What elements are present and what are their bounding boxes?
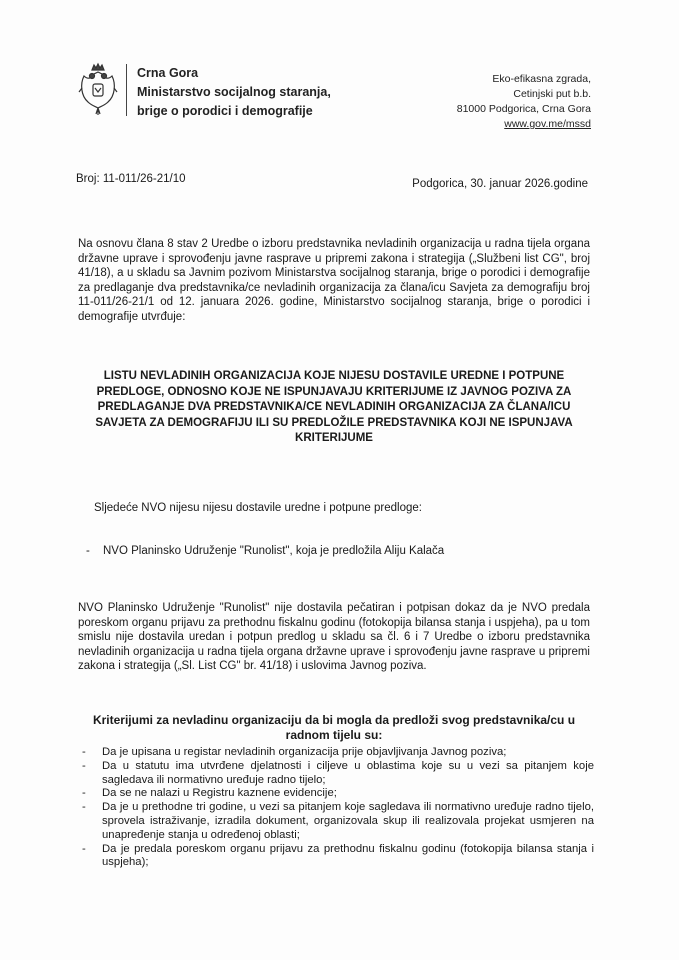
ngo-list-item (86, 545, 444, 557)
dash-bullet: - (82, 746, 86, 758)
address-line: 81000 Podgorica, Crna Gora (456, 103, 591, 115)
criteria-text: Da je u prethodne tri godine, u vezi sa pitanjem koje sagledava ili normativno uređuje radno tijelo, sprovela istraživanje, izradila dokument, organizovala skup ili realizovala projekat usmjeren na unapređenje stanja u određenoj oblasti; (102, 801, 594, 841)
criteria-item (82, 801, 594, 842)
institution-line: Crna Gora (137, 66, 199, 80)
dash-bullet: - (86, 545, 90, 557)
dash-bullet: - (82, 801, 86, 814)
criteria-heading: Kriterijumi za nevladinu organizaciju da bi mogla da predloži svog predstavnika/cu u radnom tijelu su: (92, 713, 576, 742)
dash-bullet: - (82, 787, 86, 800)
criteria-text: Da se ne nalazi u Registru kaznene evidencije; (102, 787, 337, 800)
header-divider (126, 64, 127, 116)
criteria-item (82, 746, 594, 760)
institution-line: Ministarstvo socijalnog staranja, (137, 85, 331, 99)
place-date: Podgorica, 30. januar 2026.godine (412, 178, 588, 190)
document-number: Broj: 11-011/26-21/10 (76, 173, 186, 185)
criteria-item (82, 787, 594, 801)
dash-bullet: - (82, 759, 86, 772)
criteria-text: Da je upisana u registar nevladinih organizacija prije objavljivanja Javnog poziva; (102, 746, 507, 758)
website-link[interactable]: www.gov.me/mssd (504, 118, 591, 130)
document-title: LISTU NEVLADINIH ORGANIZACIJA KOJE NIJESU DOSTAVILE UREDNE I POTPUNE PREDLOGE, ODNOSNO KOJE NE ISPUNJAVAJU KRITERIJUME IZ JAVNOG POZIVA ZA PREDLAGANJE DVA PREDSTAVNIKA/CE NEVLADINIH ORGANIZACIJA ZA ČLANA/ICU SAVJETA ZA DEMOGRAFIJU ILI SU PREDLOŽILE PREDSTAVNIKA KOJI NE ISPUNJAVA KRITERIJUME (95, 370, 573, 444)
institution-name (137, 64, 331, 121)
intro-paragraph: Na osnovu člana 8 stav 2 Uredbe o izboru predstavnika nevladinih organizacija u radna tijela organa državne uprave i sprovođenju javne rasprave u pripremi zakona i strategija („Službeni list CG", broj 41/18), a u skladu sa Javnim pozivom Ministarstva socijalnog staranja, brige o porodici i demografije za predlaganje dva predstavnika/ce nevladinih organizacija za člana/icu Savjeta za demografiju broj 11-011/26-21/1 od 12. januara 2026. godine, Ministarstvo socijalnog staranja, brige o porodici i demografije utvrđuje: (78, 238, 590, 323)
montenegro-coat-of-arms-icon (78, 62, 118, 118)
criteria-text: Da je predala poreskom organu prijavu za prethodnu fiskalnu godinu (fotokopija bilansa stanja i uspjeha); (102, 842, 594, 869)
address-block (457, 72, 591, 132)
address-line: Eko-efikasna zgrada, (492, 73, 591, 85)
explanation-paragraph: NVO Planinsko Udruženje "Runolist" nije dostavila pečatiran i potpisan dokaz da je NVO predala poreskom organu prijavu za prethodnu fiskalnu godinu (fotokopija bilansa stanja i uspjeha), pa u tom smislu nije dostavila uredan i potpun predlog u skladu sa čl. 6 i 7 Uredbe o izboru predstavnika nevladinih organizacija u radna tijela organa državne uprave i sprovođenju javne rasprave u pripremi zakona i strategija („Sl. List CG" br. 41/18) i uslovima Javnog poziva. (78, 602, 590, 672)
dash-bullet: - (82, 842, 86, 855)
criteria-text: Da u statutu ima utvrđene djelatnosti i ciljeve u oblastima koje su u vezi sa pitanjem koje sagledava ili normativno uređuje radno tijelo; (102, 759, 594, 786)
criteria-item (82, 843, 594, 871)
criteria-list (82, 746, 594, 870)
ngo-item-text: NVO Planinsko Udruženje "Runolist", koja je predložila Aliju Kalača (103, 545, 445, 557)
subheading: Sljedeće NVO nijesu nijesu dostavile uredne i potpune predloge: (94, 502, 422, 514)
institution-line: brige o porodici i demografije (137, 104, 313, 118)
criteria-item (82, 760, 594, 788)
address-line: Cetinjski put b.b. (513, 88, 591, 100)
